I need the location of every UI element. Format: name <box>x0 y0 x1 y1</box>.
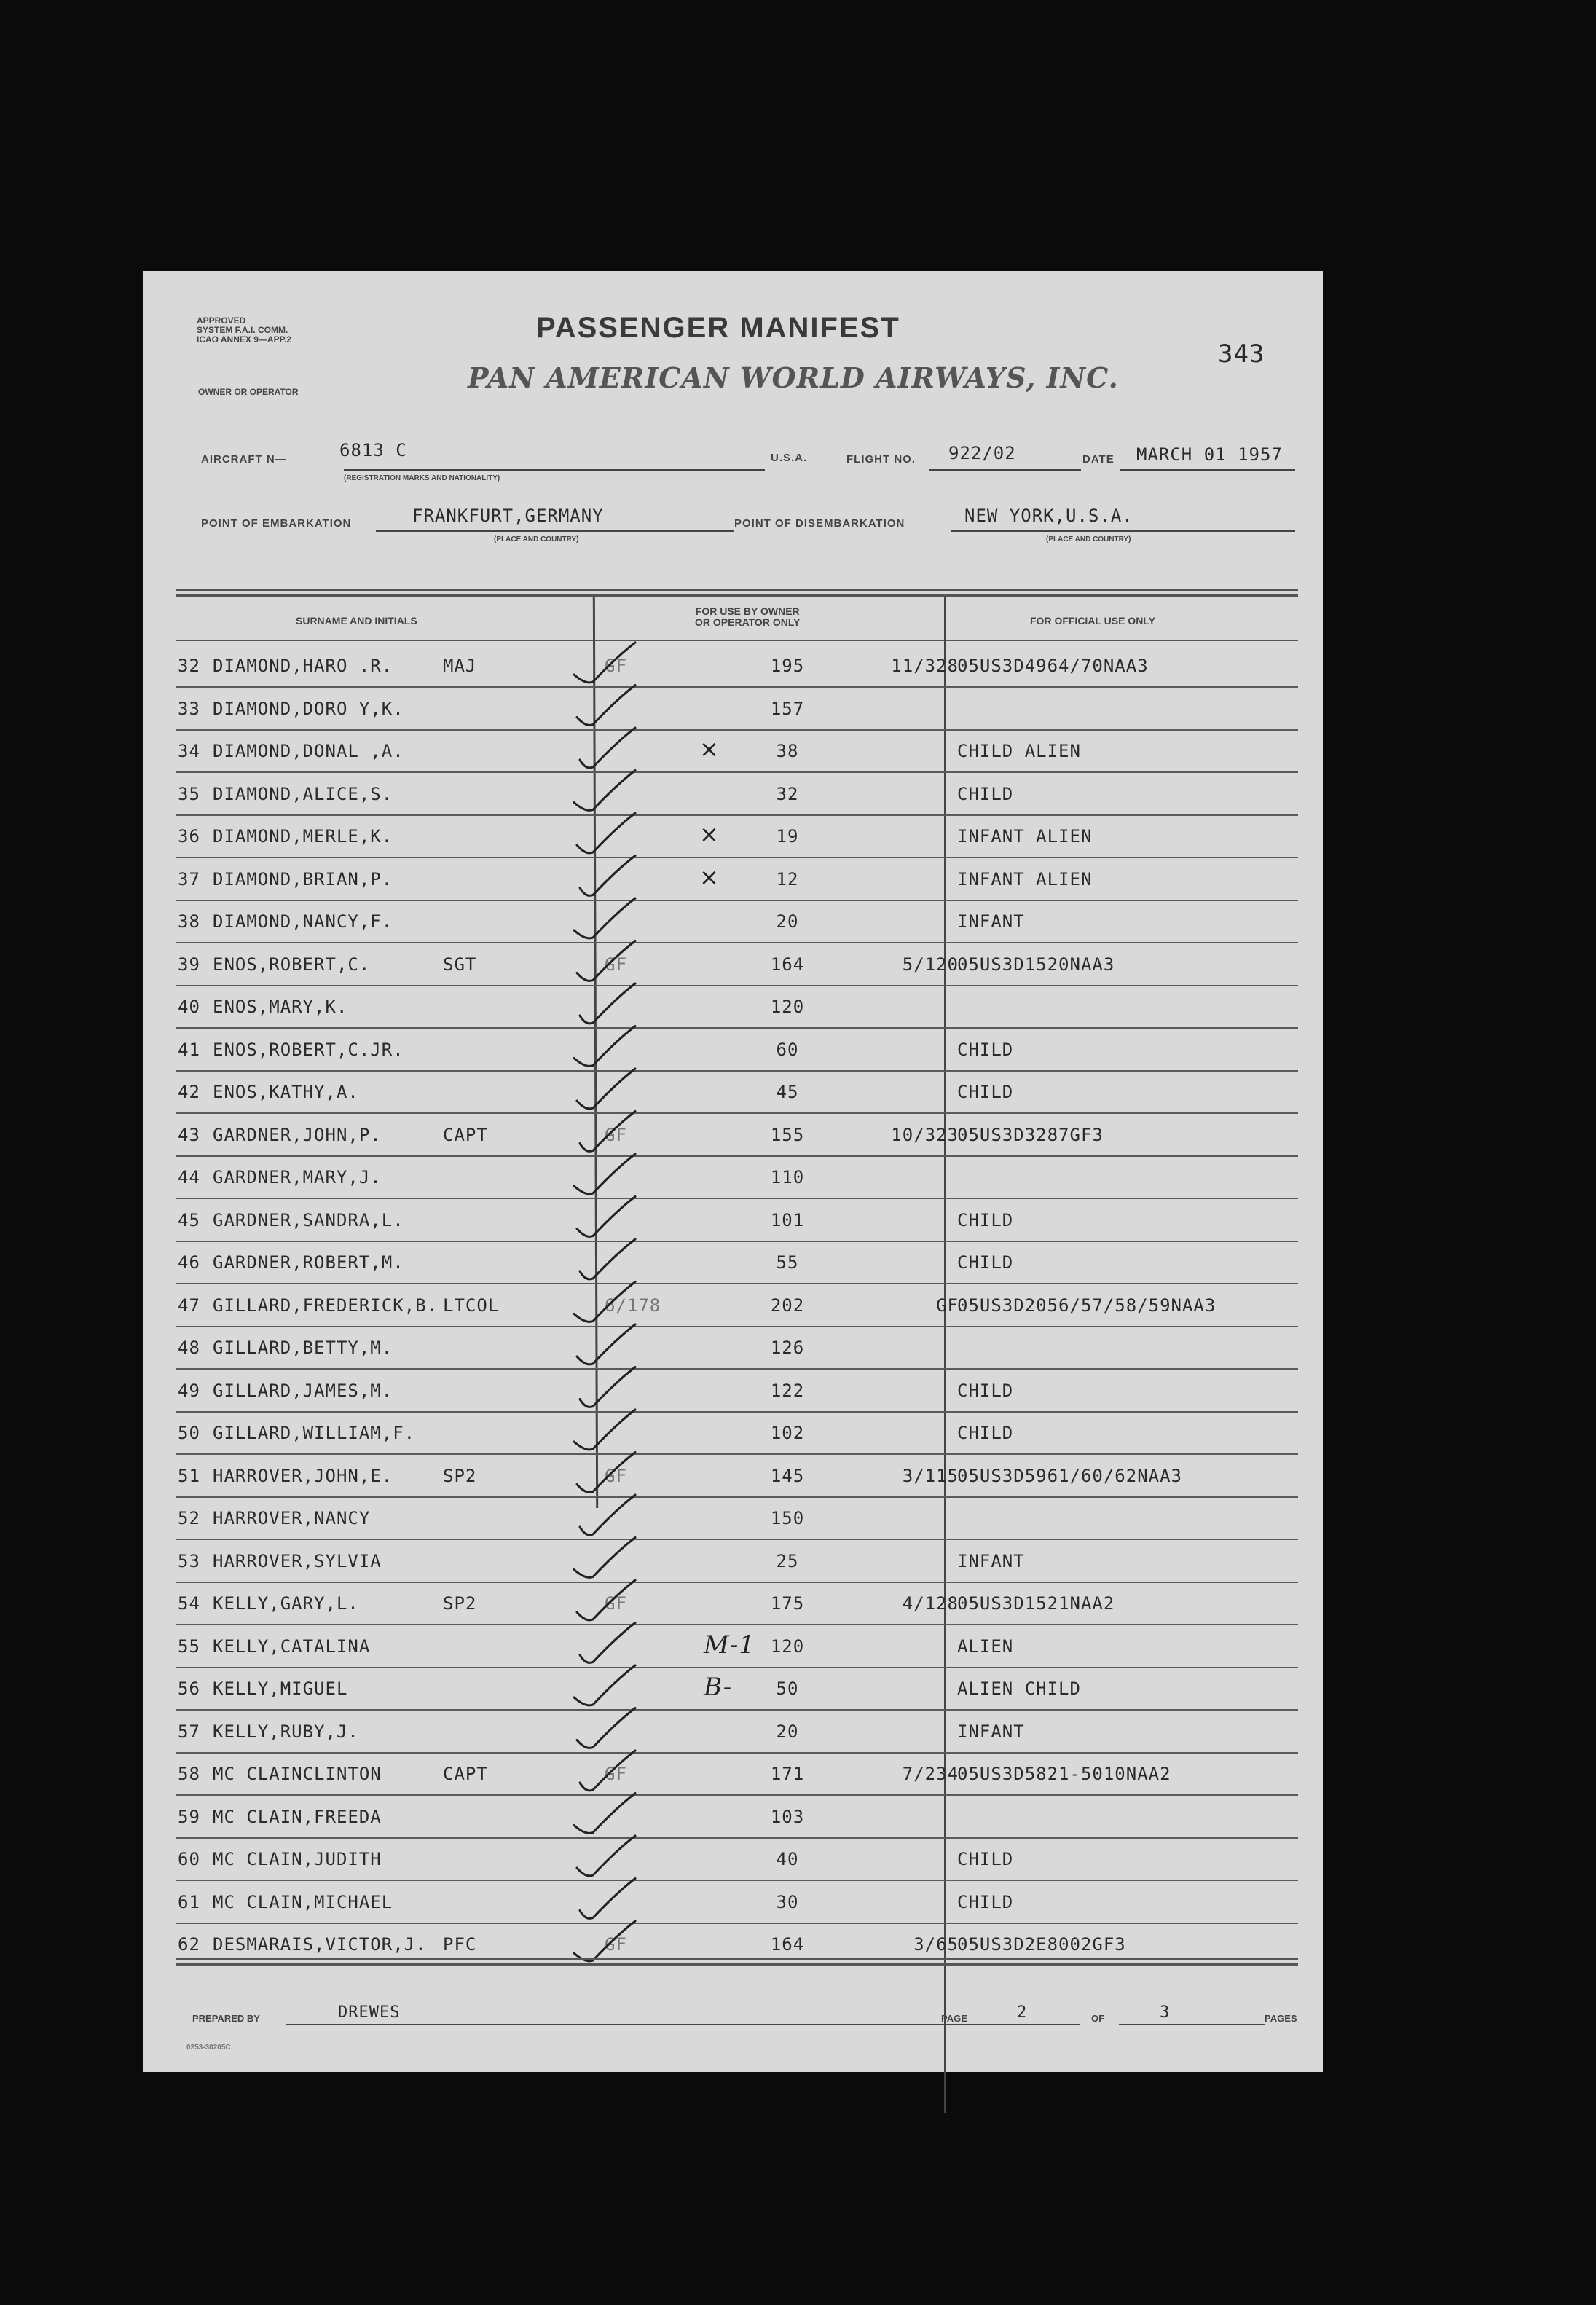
row-number: 44 <box>178 1167 200 1187</box>
handwritten-mark: × <box>699 863 720 891</box>
weight: 55 <box>776 1252 799 1273</box>
weight: 19 <box>776 826 799 847</box>
rank: CAPT <box>443 1764 488 1784</box>
passenger-name: KELLY,MIGUEL <box>213 1678 348 1699</box>
handwritten-mark: × <box>699 735 720 763</box>
passenger-name: MC CLAIN,FREEDA <box>213 1806 382 1827</box>
page-total: 3 <box>1160 2003 1171 2022</box>
official-note: INFANT ALIEN <box>957 868 1093 890</box>
table-row <box>143 1204 1323 1246</box>
flight-value: 922/02 <box>948 443 1016 463</box>
prepared-label: PREPARED BY <box>192 2013 260 2024</box>
operator-code: GF <box>605 954 627 975</box>
passenger-name: HARROVER,NANCY <box>213 1508 371 1528</box>
table-row <box>143 1375 1323 1417</box>
operator-code: GF <box>605 1465 627 1486</box>
table-row <box>143 1119 1323 1161</box>
reference: 7/234 <box>902 1764 959 1784</box>
weight: 155 <box>770 1124 805 1145</box>
embarkation-label: POINT OF EMBARKATION <box>201 517 352 530</box>
owner-label: OWNER OR OPERATOR <box>198 387 299 397</box>
row-number: 47 <box>178 1295 200 1316</box>
reference: GF <box>936 1295 959 1316</box>
official-note: CHILD <box>957 1849 1014 1869</box>
row-number: 32 <box>178 656 200 676</box>
row-number: 59 <box>178 1806 200 1827</box>
passenger-name: DIAMOND,NANCY,F. <box>213 911 393 932</box>
row-number: 54 <box>178 1593 200 1614</box>
row-number: 53 <box>178 1550 200 1571</box>
table-row <box>143 1289 1323 1332</box>
official-note: INFANT <box>957 1721 1025 1742</box>
row-number: 50 <box>178 1423 200 1443</box>
embarkation-caption: (PLACE AND COUNTRY) <box>494 535 579 543</box>
passenger-name: KELLY,GARY,L. <box>213 1593 359 1614</box>
table-row <box>143 1246 1323 1289</box>
official-note: CHILD <box>957 1423 1014 1443</box>
weight: 20 <box>776 911 799 932</box>
table-row <box>143 1417 1323 1459</box>
handwritten-mark: × <box>699 820 720 848</box>
passenger-name: KELLY,RUBY,J. <box>213 1721 359 1742</box>
form-number: 0253-30205C <box>186 2043 231 2051</box>
passenger-name: HARROVER,SYLVIA <box>213 1550 382 1571</box>
weight: 164 <box>770 954 805 975</box>
operator-code: GF <box>605 1764 627 1784</box>
operator-code: GF <box>605 656 627 676</box>
table-row <box>143 1587 1323 1630</box>
official-note: 05US3D1520NAA3 <box>957 954 1115 975</box>
manifest-sheet <box>143 271 1323 2072</box>
passenger-name: DIAMOND,DORO Y,K. <box>213 698 404 719</box>
disembarkation-caption: (PLACE AND COUNTRY) <box>1046 535 1131 543</box>
row-number: 51 <box>178 1465 200 1486</box>
passenger-name: ENOS,KATHY,A. <box>213 1082 359 1102</box>
row-number: 49 <box>178 1380 200 1401</box>
table-row <box>143 991 1323 1033</box>
official-note: CHILD <box>957 1891 1014 1912</box>
passenger-name: MC CLAINCLINTON <box>213 1764 382 1784</box>
official-note: CHILD <box>957 1209 1014 1230</box>
official-note: INFANT <box>957 1550 1025 1571</box>
row-number: 39 <box>178 954 200 975</box>
table-row <box>143 1758 1323 1800</box>
row-number: 57 <box>178 1721 200 1742</box>
rank: SGT <box>443 954 477 975</box>
weight: 12 <box>776 868 799 890</box>
reference: 10/323 <box>891 1124 959 1145</box>
row-number: 38 <box>178 911 200 932</box>
handwritten-mark: B- <box>704 1673 733 1702</box>
page-stamp: 343 <box>1218 339 1265 369</box>
weight: 32 <box>776 783 799 804</box>
row-number: 48 <box>178 1338 200 1358</box>
weight: 50 <box>776 1678 799 1699</box>
disembarkation-value: NEW YORK,U.S.A. <box>964 506 1133 526</box>
weight: 38 <box>776 741 799 761</box>
official-note: 05US3D5821-5010NAA2 <box>957 1764 1171 1784</box>
table-row <box>143 906 1323 948</box>
row-number: 41 <box>178 1039 200 1060</box>
weight: 20 <box>776 1721 799 1742</box>
reference: 3/65 <box>913 1934 959 1955</box>
table-row <box>143 1716 1323 1758</box>
operator-code: GF <box>605 1593 627 1614</box>
rank: LTCOL <box>443 1295 500 1316</box>
rank: SP2 <box>443 1593 477 1614</box>
date-label: DATE <box>1082 453 1115 466</box>
row-number: 43 <box>178 1124 200 1145</box>
row-number: 33 <box>178 698 200 719</box>
table-row <box>143 693 1323 735</box>
official-note: 05US3D5961/60/62NAA3 <box>957 1465 1182 1486</box>
official-note: CHILD <box>957 1039 1014 1060</box>
operator-code: GF <box>605 1124 627 1145</box>
official-note: 05US3D2E8002GF3 <box>957 1934 1126 1955</box>
official-note: INFANT ALIEN <box>957 826 1093 847</box>
operator-code: GF <box>605 1934 627 1955</box>
passenger-name: GARDNER,SANDRA,L. <box>213 1209 404 1230</box>
rank: MAJ <box>443 656 477 676</box>
registration-caption: (REGISTRATION MARKS AND NATIONALITY) <box>344 474 500 482</box>
table-row <box>143 863 1323 906</box>
weight: 195 <box>770 656 805 676</box>
row-number: 56 <box>178 1678 200 1699</box>
weight: 122 <box>770 1380 805 1401</box>
official-note: 05US3D1521NAA2 <box>957 1593 1115 1614</box>
weight: 157 <box>770 698 805 719</box>
table-row <box>143 650 1323 692</box>
of-label: OF <box>1091 2013 1105 2024</box>
flight-label: FLIGHT NO. <box>846 453 916 466</box>
handwritten-mark: M-1 <box>704 1630 755 1660</box>
table-row <box>143 1630 1323 1673</box>
passenger-name: DIAMOND,BRIAN,P. <box>213 868 393 890</box>
official-note: CHILD <box>957 1252 1014 1273</box>
passenger-name: MC CLAIN,MICHAEL <box>213 1891 393 1912</box>
passenger-name: GARDNER,JOHN,P. <box>213 1124 382 1145</box>
row-number: 46 <box>178 1252 200 1273</box>
table-row <box>143 1886 1323 1928</box>
official-note: ALIEN <box>957 1636 1014 1657</box>
date-value: MARCH 01 1957 <box>1136 444 1283 465</box>
passenger-name: ENOS,ROBERT,C.JR. <box>213 1039 404 1060</box>
aircraft-value: 6813 C <box>339 440 407 460</box>
row-number: 40 <box>178 997 200 1017</box>
weight: 102 <box>770 1423 805 1443</box>
row-number: 36 <box>178 826 200 847</box>
disembarkation-label: POINT OF DISEMBARKATION <box>734 517 905 530</box>
official-note: 05US3D3287GF3 <box>957 1124 1104 1145</box>
table-row <box>143 778 1323 820</box>
reference: 11/328 <box>891 656 959 676</box>
row-number: 62 <box>178 1934 200 1955</box>
row-number: 45 <box>178 1209 200 1230</box>
weight: 103 <box>770 1806 805 1827</box>
weight: 40 <box>776 1849 799 1869</box>
table-row <box>143 1843 1323 1885</box>
row-number: 34 <box>178 741 200 761</box>
approval-note: APPROVED SYSTEM F.A.I. COMM. ICAO ANNEX 9—APP.2 <box>197 315 292 345</box>
official-note: INFANT <box>957 911 1025 932</box>
passenger-name: GARDNER,MARY,J. <box>213 1167 382 1187</box>
passenger-name: GILLARD,FREDERICK,B. <box>213 1295 438 1316</box>
weight: 171 <box>770 1764 805 1784</box>
passenger-name: DIAMOND,ALICE,S. <box>213 783 393 804</box>
weight: 120 <box>770 1636 805 1657</box>
row-number: 55 <box>178 1636 200 1657</box>
official-note: CHILD ALIEN <box>957 741 1081 761</box>
table-row <box>143 1034 1323 1076</box>
official-note: 05US3D2056/57/58/59NAA3 <box>957 1295 1216 1316</box>
row-number: 58 <box>178 1764 200 1784</box>
weight: 120 <box>770 997 805 1017</box>
passenger-name: GARDNER,ROBERT,M. <box>213 1252 404 1273</box>
official-note: 05US3D4964/70NAA3 <box>957 656 1149 676</box>
passenger-name: GILLARD,JAMES,M. <box>213 1380 393 1401</box>
weight: 101 <box>770 1209 805 1230</box>
company-name: PAN AMERICAN WORLD AIRWAYS, INC. <box>468 361 1119 394</box>
row-number: 60 <box>178 1849 200 1869</box>
table-row <box>143 1545 1323 1587</box>
aircraft-label: AIRCRAFT N— <box>201 453 287 466</box>
reference: 4/128 <box>902 1593 959 1614</box>
passenger-name: HARROVER,JOHN,E. <box>213 1465 393 1486</box>
weight: 25 <box>776 1550 799 1571</box>
pages-label: PAGES <box>1265 2013 1297 2024</box>
prepared-by-value: DREWES <box>338 2003 401 2022</box>
official-note: CHILD <box>957 1380 1014 1401</box>
weight: 126 <box>770 1338 805 1358</box>
rank: SP2 <box>443 1465 477 1486</box>
rank: CAPT <box>443 1124 488 1145</box>
operator-code: 6/178 <box>605 1295 661 1316</box>
row-number: 35 <box>178 783 200 804</box>
row-number: 61 <box>178 1891 200 1912</box>
table-row <box>143 820 1323 863</box>
table-row <box>143 1801 1323 1843</box>
reference: 5/120 <box>902 954 959 975</box>
passenger-name: DIAMOND,HARO .R. <box>213 656 393 676</box>
table-row <box>143 1161 1323 1203</box>
official-note: CHILD <box>957 1082 1014 1102</box>
page-title: PASSENGER MANIFEST <box>536 312 900 344</box>
passenger-name: KELLY,CATALINA <box>213 1636 371 1657</box>
page-label: PAGE <box>941 2013 967 2024</box>
table-row <box>143 1332 1323 1374</box>
weight: 175 <box>770 1593 805 1614</box>
weight: 110 <box>770 1167 805 1187</box>
weight: 45 <box>776 1082 799 1102</box>
table-row <box>143 1502 1323 1544</box>
reference: 3/115 <box>902 1465 959 1486</box>
weight: 30 <box>776 1891 799 1912</box>
col-header-official-use: FOR OFFICIAL USE ONLY <box>1030 615 1155 627</box>
row-number: 37 <box>178 868 200 890</box>
passenger-name: GILLARD,BETTY,M. <box>213 1338 393 1358</box>
passenger-name: DIAMOND,DONAL ,A. <box>213 741 404 761</box>
weight: 150 <box>770 1508 805 1528</box>
row-number: 42 <box>178 1082 200 1102</box>
official-note: CHILD <box>957 783 1014 804</box>
rank: PFC <box>443 1934 477 1955</box>
passenger-name: DESMARAIS,VICTOR,J. <box>213 1934 427 1955</box>
row-number: 52 <box>178 1508 200 1528</box>
table-row <box>143 735 1323 777</box>
table-row <box>143 1673 1323 1715</box>
weight: 164 <box>770 1934 805 1955</box>
passenger-name: GILLARD,WILLIAM,F. <box>213 1423 416 1443</box>
page-number: 2 <box>1017 2003 1028 2022</box>
embarkation-value: FRANKFURT,GERMANY <box>412 506 604 526</box>
weight: 145 <box>770 1465 805 1486</box>
table-row <box>143 1076 1323 1118</box>
passenger-name: ENOS,MARY,K. <box>213 997 348 1017</box>
passenger-name: ENOS,ROBERT,C. <box>213 954 371 975</box>
table-row <box>143 949 1323 991</box>
passenger-name: MC CLAIN,JUDITH <box>213 1849 382 1869</box>
weight: 202 <box>770 1295 805 1316</box>
official-note: ALIEN CHILD <box>957 1678 1081 1699</box>
col-header-owner-use: FOR USE BY OWNER OR OPERATOR ONLY <box>695 605 801 628</box>
usa-label: U.S.A. <box>771 452 808 464</box>
weight: 60 <box>776 1039 799 1060</box>
passenger-name: DIAMOND,MERLE,K. <box>213 826 393 847</box>
col-header-names: SURNAME AND INITIALS <box>296 615 417 627</box>
table-row <box>143 1460 1323 1502</box>
